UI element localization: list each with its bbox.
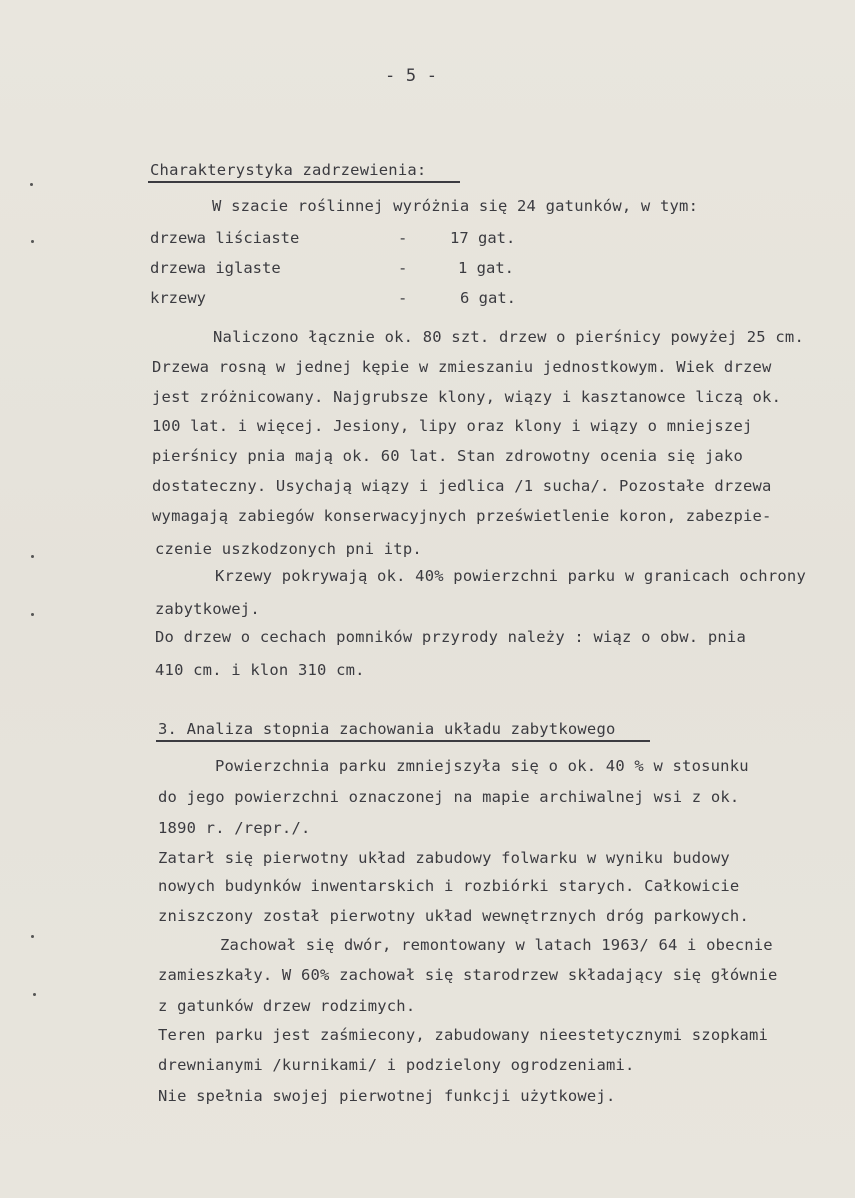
text-line: zamieszkały. W 60% zachował się starodrzew składający się głównie — [158, 966, 778, 984]
text-line: zabytkowej. — [155, 600, 260, 618]
text-line: wymagają zabiegów konserwacyjnych prześwietlenie koron, zabezpie- — [152, 507, 772, 525]
species-count: 1 gat. — [458, 259, 514, 277]
text-line: Powierzchnia parku zmniejszyła się o ok. 40 % w stosunku — [215, 757, 749, 775]
text-line: zniszczony został pierwotny układ wewnętrznych dróg parkowych. — [158, 907, 749, 925]
text-line: Zachował się dwór, remontowany w latach 1963/ 64 i obecnie — [220, 936, 773, 954]
text-line: czenie uszkodzonych pni itp. — [155, 540, 422, 558]
text-line: Teren parku jest zaśmiecony, zabudowany nieestetycznymi szopkami — [158, 1026, 769, 1044]
text-line: pierśnicy pnia mają ok. 60 lat. Stan zdrowotny ocenia się jako — [152, 447, 743, 465]
text-line: 100 lat. i więcej. Jesiony, lipy oraz klony i wiązy o mniejszej — [152, 417, 753, 435]
species-count: 6 gat. — [460, 289, 516, 307]
text-line: nowych budynków inwentarskich i rozbiórki starych. Całkowicie — [158, 877, 740, 895]
text-line: Zatarł się pierwotny układ zabudowy folwarku w wyniku budowy — [158, 849, 730, 867]
text-line: do jego powierzchni oznaczonej na mapie archiwalnej wsi z ok. — [158, 788, 740, 806]
margin-mark — [31, 240, 34, 243]
species-name: drzewa liściaste — [150, 229, 300, 247]
text-line: Krzewy pokrywają ok. 40% powierzchni parku w granicach ochrony — [215, 567, 806, 585]
text-line: Do drzew o cechach pomników przyrody należy : wiąz o obw. pnia — [155, 628, 746, 646]
margin-mark — [31, 935, 34, 938]
species-dash: - — [398, 229, 408, 247]
text-line: dostateczny. Usychają wiązy i jedlica /1 sucha/. Pozostałe drzewa — [152, 477, 772, 495]
section-heading: 3. Analiza stopnia zachowania układu zabytkowego — [158, 720, 616, 738]
text-line: Nie spełnia swojej pierwotnej funkcji użytkowej. — [158, 1087, 616, 1105]
page-number: - 5 - — [385, 66, 438, 86]
margin-mark — [31, 613, 34, 616]
margin-mark — [30, 183, 33, 186]
text-line: z gatunków drzew rodzimych. — [158, 997, 416, 1015]
species-dash: - — [398, 259, 408, 277]
heading-underline — [156, 740, 650, 742]
species-dash: - — [398, 289, 408, 307]
text-line: jest zróżnicowany. Najgrubsze klony, wiązy i kasztanowce liczą ok. — [152, 388, 782, 406]
species-name: drzewa iglaste — [150, 259, 281, 277]
text-line: drewnianymi /kurnikami/ i podzielony ogrodzeniami. — [158, 1056, 635, 1074]
intro-text: W szacie roślinnej wyróżnia się 24 gatunków, w tym: — [212, 197, 699, 215]
margin-mark — [33, 993, 36, 996]
text-line: Naliczono łącznie ok. 80 szt. drzew o pierśnicy powyżej 25 cm. — [213, 328, 804, 346]
heading-underline — [148, 181, 460, 183]
species-name: krzewy — [150, 289, 206, 307]
species-count: 17 gat. — [450, 229, 516, 247]
text-line: 410 cm. i klon 310 cm. — [155, 661, 365, 679]
text-line: 1890 r. /repr./. — [158, 819, 311, 837]
section-heading: Charakterystyka zadrzewienia: — [150, 161, 427, 179]
margin-mark — [31, 555, 34, 558]
text-line: Drzewa rosną w jednej kępie w zmieszaniu jednostkowym. Wiek drzew — [152, 358, 772, 376]
